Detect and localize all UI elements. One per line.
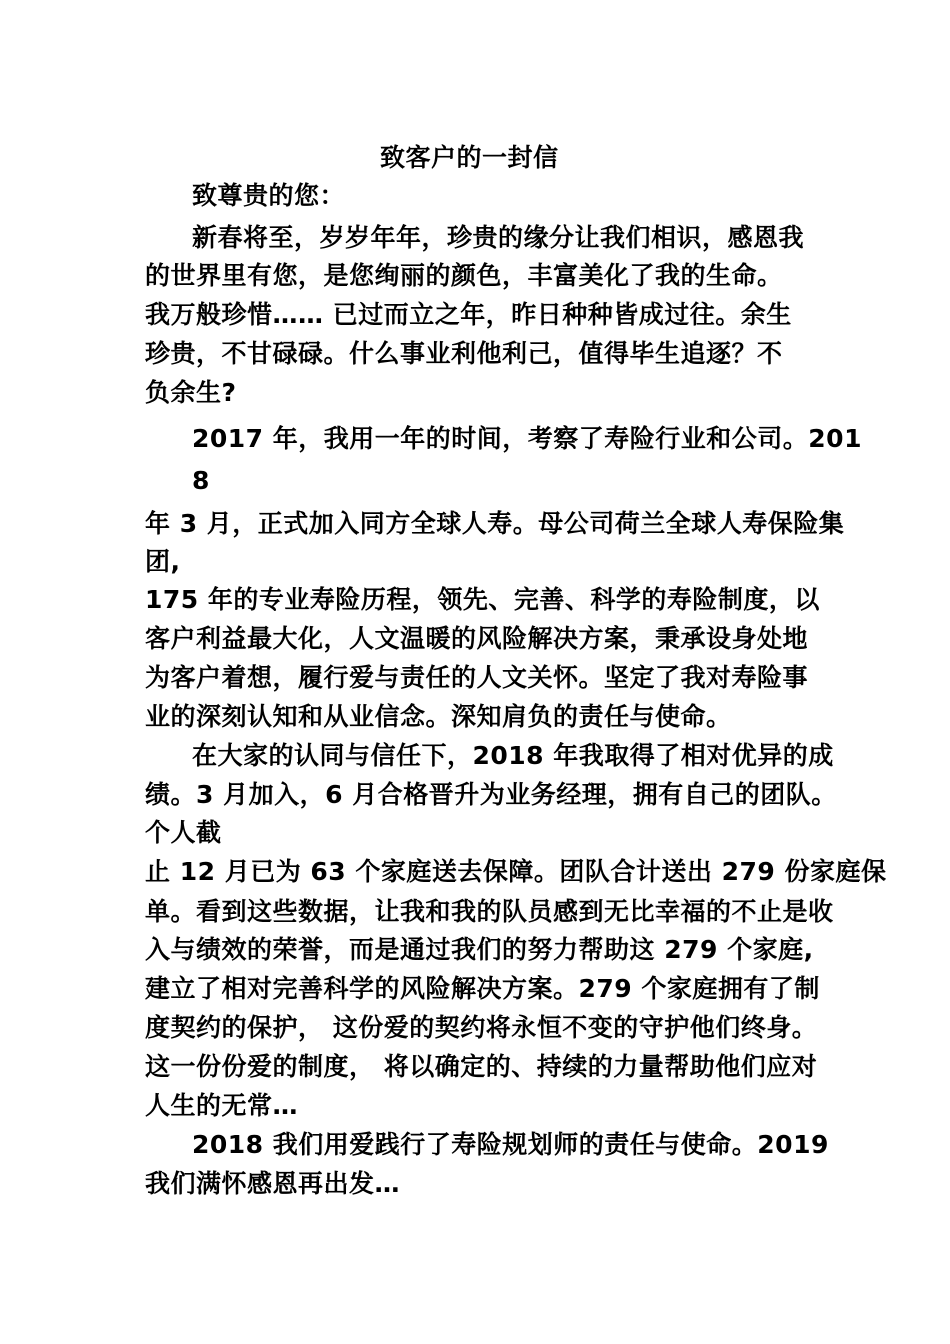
text-line: 新春将至，岁岁年年，珍贵的缘分让我们相识，感恩我: [192, 223, 805, 252]
text-line: 我们满怀感恩再出发…: [145, 1169, 401, 1198]
text-line: 单。看到这些数据，让我和我的队员感到无比幸福的不止是收: [145, 897, 834, 926]
text-line: 绩。3 月加入，6 月合格晋升为业务经理，拥有自己的团队。: [145, 780, 837, 809]
text-line: 我万般珍惜…… 已过而立之年，昨日种种皆成过往。余生: [145, 300, 792, 329]
text-line: 珍贵，不甘碌碌。什么事业利他利己，值得毕生追逐？不: [145, 339, 783, 368]
text-line: 个人截: [145, 818, 222, 847]
text-line: 团,: [145, 547, 181, 576]
text-line: 2017 年，我用一年的时间，考察了寿险行业和公司。201: [192, 424, 862, 453]
text-line: 2018 我们用爱践行了寿险规划师的责任与使命。2019: [192, 1130, 829, 1159]
text-line: 负余生?: [145, 378, 237, 407]
text-line: 建立了相对完善科学的风险解决方案。279 个家庭拥有了制: [145, 974, 820, 1003]
text-line: 175 年的专业寿险历程，领先、完善、科学的寿险制度，以: [145, 585, 820, 614]
text-line: 客户利益最大化，人文温暖的风险解决方案，秉承设身处地: [145, 624, 809, 653]
text-line: 业的深刻认知和从业信念。深知肩负的责任与使命。: [145, 702, 732, 731]
page-title: 致客户的一封信: [380, 143, 559, 172]
text-line: 的世界里有您，是您绚丽的颜色，丰富美化了我的生命。: [145, 261, 783, 290]
text-line: 止 12 月已为 63 个家庭送去保障。团队合计送出 279 份家庭保: [145, 857, 887, 886]
text-line: 度契约的保护， 这份爱的契约将永恒不变的守护他们终身。: [145, 1013, 818, 1042]
text-line: 入与绩效的荣誉，而是通过我们的努力帮助这 279 个家庭,: [145, 935, 814, 964]
text-line: 年 3 月，正式加入同方全球人寿。母公司荷兰全球人寿保险集: [145, 509, 845, 538]
text-line: 人生的无常…: [145, 1091, 299, 1120]
text-line: 为客户着想，履行爱与责任的人文关怀。坚定了我对寿险事: [145, 663, 809, 692]
text-line: 这一份份爱的制度， 将以确定的、持续的力量帮助他们应对: [145, 1052, 818, 1081]
text-line: 8: [192, 466, 210, 495]
text-line: 在大家的认同与信任下，2018 年我取得了相对优异的成: [192, 741, 834, 770]
salutation: 致尊贵的您：: [192, 181, 346, 210]
